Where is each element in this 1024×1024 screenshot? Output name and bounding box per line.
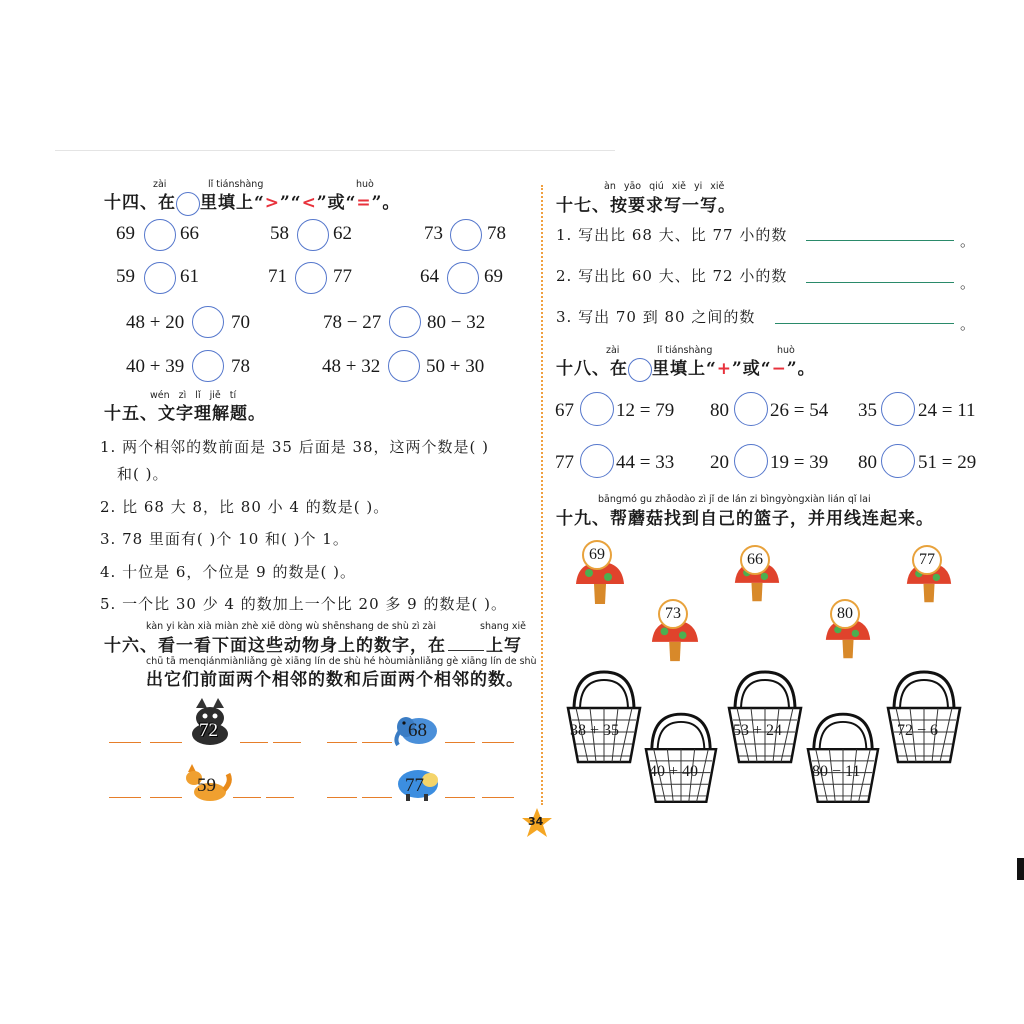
s18-r2-b3: 51 = 29	[918, 452, 977, 473]
s18-pinyin-zai: zài	[606, 345, 620, 356]
s14-r2-a2: 71	[268, 266, 287, 287]
s14-pinyin-huo: huò	[356, 179, 374, 190]
s14-e2-right: 80 − 32	[427, 312, 486, 333]
basket-expr-53-24[interactable]: 53 + 24	[733, 722, 783, 739]
answer-circle-icon[interactable]	[734, 444, 768, 478]
basket-expr-38-35[interactable]: 38 + 35	[570, 722, 620, 739]
s15-item1-cont: 和( )。	[117, 465, 169, 483]
s14-r1-a2: 58	[270, 223, 289, 244]
s18-r2-b1: 44 = 33	[616, 452, 675, 473]
s14-r2-b2: 77	[333, 266, 352, 287]
s14-r1-b3: 78	[487, 223, 506, 244]
s18-pinyin-li: lǐ tiánshàng	[657, 345, 713, 356]
s16-blank[interactable]	[240, 742, 268, 743]
s16-line1	[104, 631, 522, 656]
answer-circle-icon[interactable]	[388, 350, 420, 382]
s18-r2-a1: 77	[555, 452, 574, 473]
s15-title: 十五、文字理解题。	[104, 404, 266, 424]
eq-sign: =	[356, 193, 372, 213]
mushroom-number-77[interactable]: 77	[912, 545, 942, 575]
s14-r2-a3: 64	[420, 266, 439, 287]
s18-title-pre: 十八、在	[556, 359, 628, 379]
s17-end2: 。	[960, 274, 977, 292]
animal-number-77: 77	[405, 775, 424, 796]
s14-e2-left: 78 − 27	[323, 312, 382, 333]
s18-r1-a2: 80	[710, 400, 729, 421]
s14-pinyin-zai: zài	[153, 179, 167, 190]
answer-circle-icon[interactable]	[580, 444, 614, 478]
lt-sign: <	[301, 193, 317, 213]
answer-circle-icon[interactable]	[881, 392, 915, 426]
s17-title: 十七、按要求写一写。	[556, 196, 736, 216]
s14-e3-right: 78	[231, 356, 250, 377]
answer-circle-icon[interactable]	[295, 262, 327, 294]
s16-line1-text: 十六、看一看下面这些动物身上的数字，在	[104, 636, 446, 656]
answer-circle-icon[interactable]	[389, 306, 421, 338]
answer-circle-icon	[176, 192, 200, 216]
s16-pinyin1-end: shang xiě	[480, 621, 526, 632]
s14-e1-right: 70	[231, 312, 250, 333]
basket-icon	[566, 668, 642, 764]
animal-number-72: 72	[199, 720, 218, 741]
s17-end1: 。	[960, 232, 977, 250]
answer-circle-icon[interactable]	[192, 350, 224, 382]
s14-title-end: ”。	[371, 193, 401, 213]
answer-circle-icon[interactable]	[580, 392, 614, 426]
s16-blank[interactable]	[109, 742, 141, 743]
s15-item4: 4. 十位是 6，个位是 9 的数是( )。	[100, 563, 356, 581]
basket-icon	[644, 710, 718, 804]
s18-r1-a3: 35	[858, 400, 877, 421]
s19-title: 十九、帮蘑菇找到自己的篮子，并用线连起来。	[556, 509, 934, 529]
s16-blank[interactable]	[109, 797, 141, 798]
answer-circle-icon[interactable]	[297, 219, 329, 251]
page-top-rule	[55, 150, 615, 151]
s16-blank[interactable]	[150, 742, 182, 743]
basket-icon	[727, 668, 803, 764]
s18-r1-b1: 12 = 79	[616, 400, 675, 421]
s18-sep: ”或“	[732, 359, 772, 379]
s14-sep1: ”“	[280, 193, 302, 213]
minus-sign: −	[771, 359, 787, 379]
gt-sign: >	[264, 193, 281, 213]
s18-r2-a3: 80	[858, 452, 877, 473]
animal-number-68: 68	[408, 720, 427, 741]
s17-answer-line-2[interactable]	[806, 282, 954, 283]
s16-blank[interactable]	[327, 797, 357, 798]
s15-item5: 5. 一个比 30 少 4 的数加上一个比 20 多 9 的数是( )。	[100, 595, 507, 613]
s17-answer-line-3[interactable]	[775, 323, 954, 324]
s14-e1-left: 48 + 20	[126, 312, 185, 333]
answer-circle-icon	[628, 358, 652, 382]
s18-title	[556, 354, 816, 382]
s14-r1-b1: 66	[180, 223, 199, 244]
s16-blank[interactable]	[266, 797, 294, 798]
s16-blank[interactable]	[233, 797, 261, 798]
s14-title-pre: 十四、在	[104, 193, 176, 213]
s17-item1: 1. 写出比 68 大、比 77 小的数	[556, 226, 788, 244]
s16-blank[interactable]	[273, 742, 301, 743]
s17-item3: 3. 写出 70 到 80 之间的数	[556, 308, 756, 326]
answer-circle-icon[interactable]	[144, 262, 176, 294]
s14-r2-a1: 59	[116, 266, 135, 287]
basket-icon	[806, 710, 880, 804]
s16-blank	[448, 650, 484, 651]
center-divider	[541, 185, 543, 805]
s18-pinyin-huo: huò	[777, 345, 795, 356]
s16-blank[interactable]	[445, 797, 475, 798]
s18-title-end: ”。	[786, 359, 816, 379]
s16-pinyin1: kàn yi kàn xià miàn zhè xiē dòng wù shēnshang de shù zì zài	[146, 621, 436, 632]
s16-blank[interactable]	[150, 797, 182, 798]
s14-pinyin-li: lǐ tiánshàng	[208, 179, 264, 190]
s15-item2: 2. 比 68 大 8，比 80 小 4 的数是( )。	[100, 498, 390, 516]
s16-line1-end: 上写	[486, 636, 522, 656]
s15-pinyin: wén zì lǐ jiě tí	[150, 390, 237, 401]
s14-e4-left: 48 + 32	[322, 356, 381, 377]
plus-sign: +	[716, 359, 733, 379]
s14-r2-b1: 61	[180, 266, 199, 287]
s17-answer-line-1[interactable]	[806, 240, 954, 241]
s18-r1-b2: 26 = 54	[770, 400, 829, 421]
basket-expr-40-40[interactable]: 40 + 40	[649, 763, 699, 780]
s15-item3: 3. 78 里面有( )个 10 和( )个 1。	[100, 530, 349, 548]
s16-blank[interactable]	[445, 742, 475, 743]
s16-pinyin2: chū tā menqiánmiànliǎng gè xiāng lín de shù hé hòumiànliǎng gè xiāng lín de shù	[146, 656, 537, 667]
basket-expr-80-11[interactable]: 80 − 11	[812, 763, 861, 780]
answer-circle-icon[interactable]	[734, 392, 768, 426]
s14-r1-a1: 69	[116, 223, 135, 244]
s17-end3: 。	[960, 315, 977, 333]
answer-circle-icon[interactable]	[447, 262, 479, 294]
s18-r2-b2: 19 = 39	[770, 452, 829, 473]
s18-title-mid: 里填上“	[652, 359, 717, 379]
s19-pinyin: bāngmó gu zhǎodào zì jǐ de lán zi bìngyòngxiàn lián qǐ lai	[598, 494, 871, 505]
s16-line2: 出它们前面两个相邻的数和后面两个相邻的数。	[146, 670, 524, 690]
s16-blank[interactable]	[482, 797, 514, 798]
mushroom-number-73[interactable]: 73	[658, 599, 688, 629]
mushroom-number-66[interactable]: 66	[740, 545, 770, 575]
s14-e3-left: 40 + 39	[126, 356, 185, 377]
s15-item1: 1. 两个相邻的数前面是 35 后面是 38，这两个数是( )	[100, 438, 490, 456]
s18-r1-a1: 67	[555, 400, 574, 421]
answer-circle-icon[interactable]	[192, 306, 224, 338]
s14-sep2: ”或“	[316, 193, 357, 213]
s16-blank[interactable]	[362, 742, 392, 743]
s18-r1-b3: 24 = 11	[918, 400, 976, 421]
basket-expr-72-6[interactable]: 72 − 6	[897, 722, 939, 739]
s16-blank[interactable]	[482, 742, 514, 743]
s14-r1-a3: 73	[424, 223, 443, 244]
page-number: 34	[528, 815, 544, 828]
s14-title	[104, 188, 400, 216]
s18-r2-a2: 20	[710, 452, 729, 473]
answer-circle-icon[interactable]	[450, 219, 482, 251]
animal-number-59: 59	[197, 775, 216, 796]
s14-r2-b3: 69	[484, 266, 503, 287]
s16-blank[interactable]	[362, 797, 392, 798]
answer-circle-icon[interactable]	[881, 444, 915, 478]
s17-pinyin: àn yāo qiú xiě yi xiě	[604, 181, 725, 192]
basket-icon	[886, 668, 962, 764]
s17-item2: 2. 写出比 60 大、比 72 小的数	[556, 267, 788, 285]
s14-e4-right: 50 + 30	[426, 356, 485, 377]
s14-title-mid: 里填上“	[200, 193, 265, 213]
answer-circle-icon[interactable]	[144, 219, 176, 251]
s16-blank[interactable]	[327, 742, 357, 743]
mushroom-number-80[interactable]: 80	[830, 599, 860, 629]
mushroom-number-69[interactable]: 69	[582, 540, 612, 570]
edge-mark	[1017, 858, 1024, 880]
s14-r1-b2: 62	[333, 223, 352, 244]
